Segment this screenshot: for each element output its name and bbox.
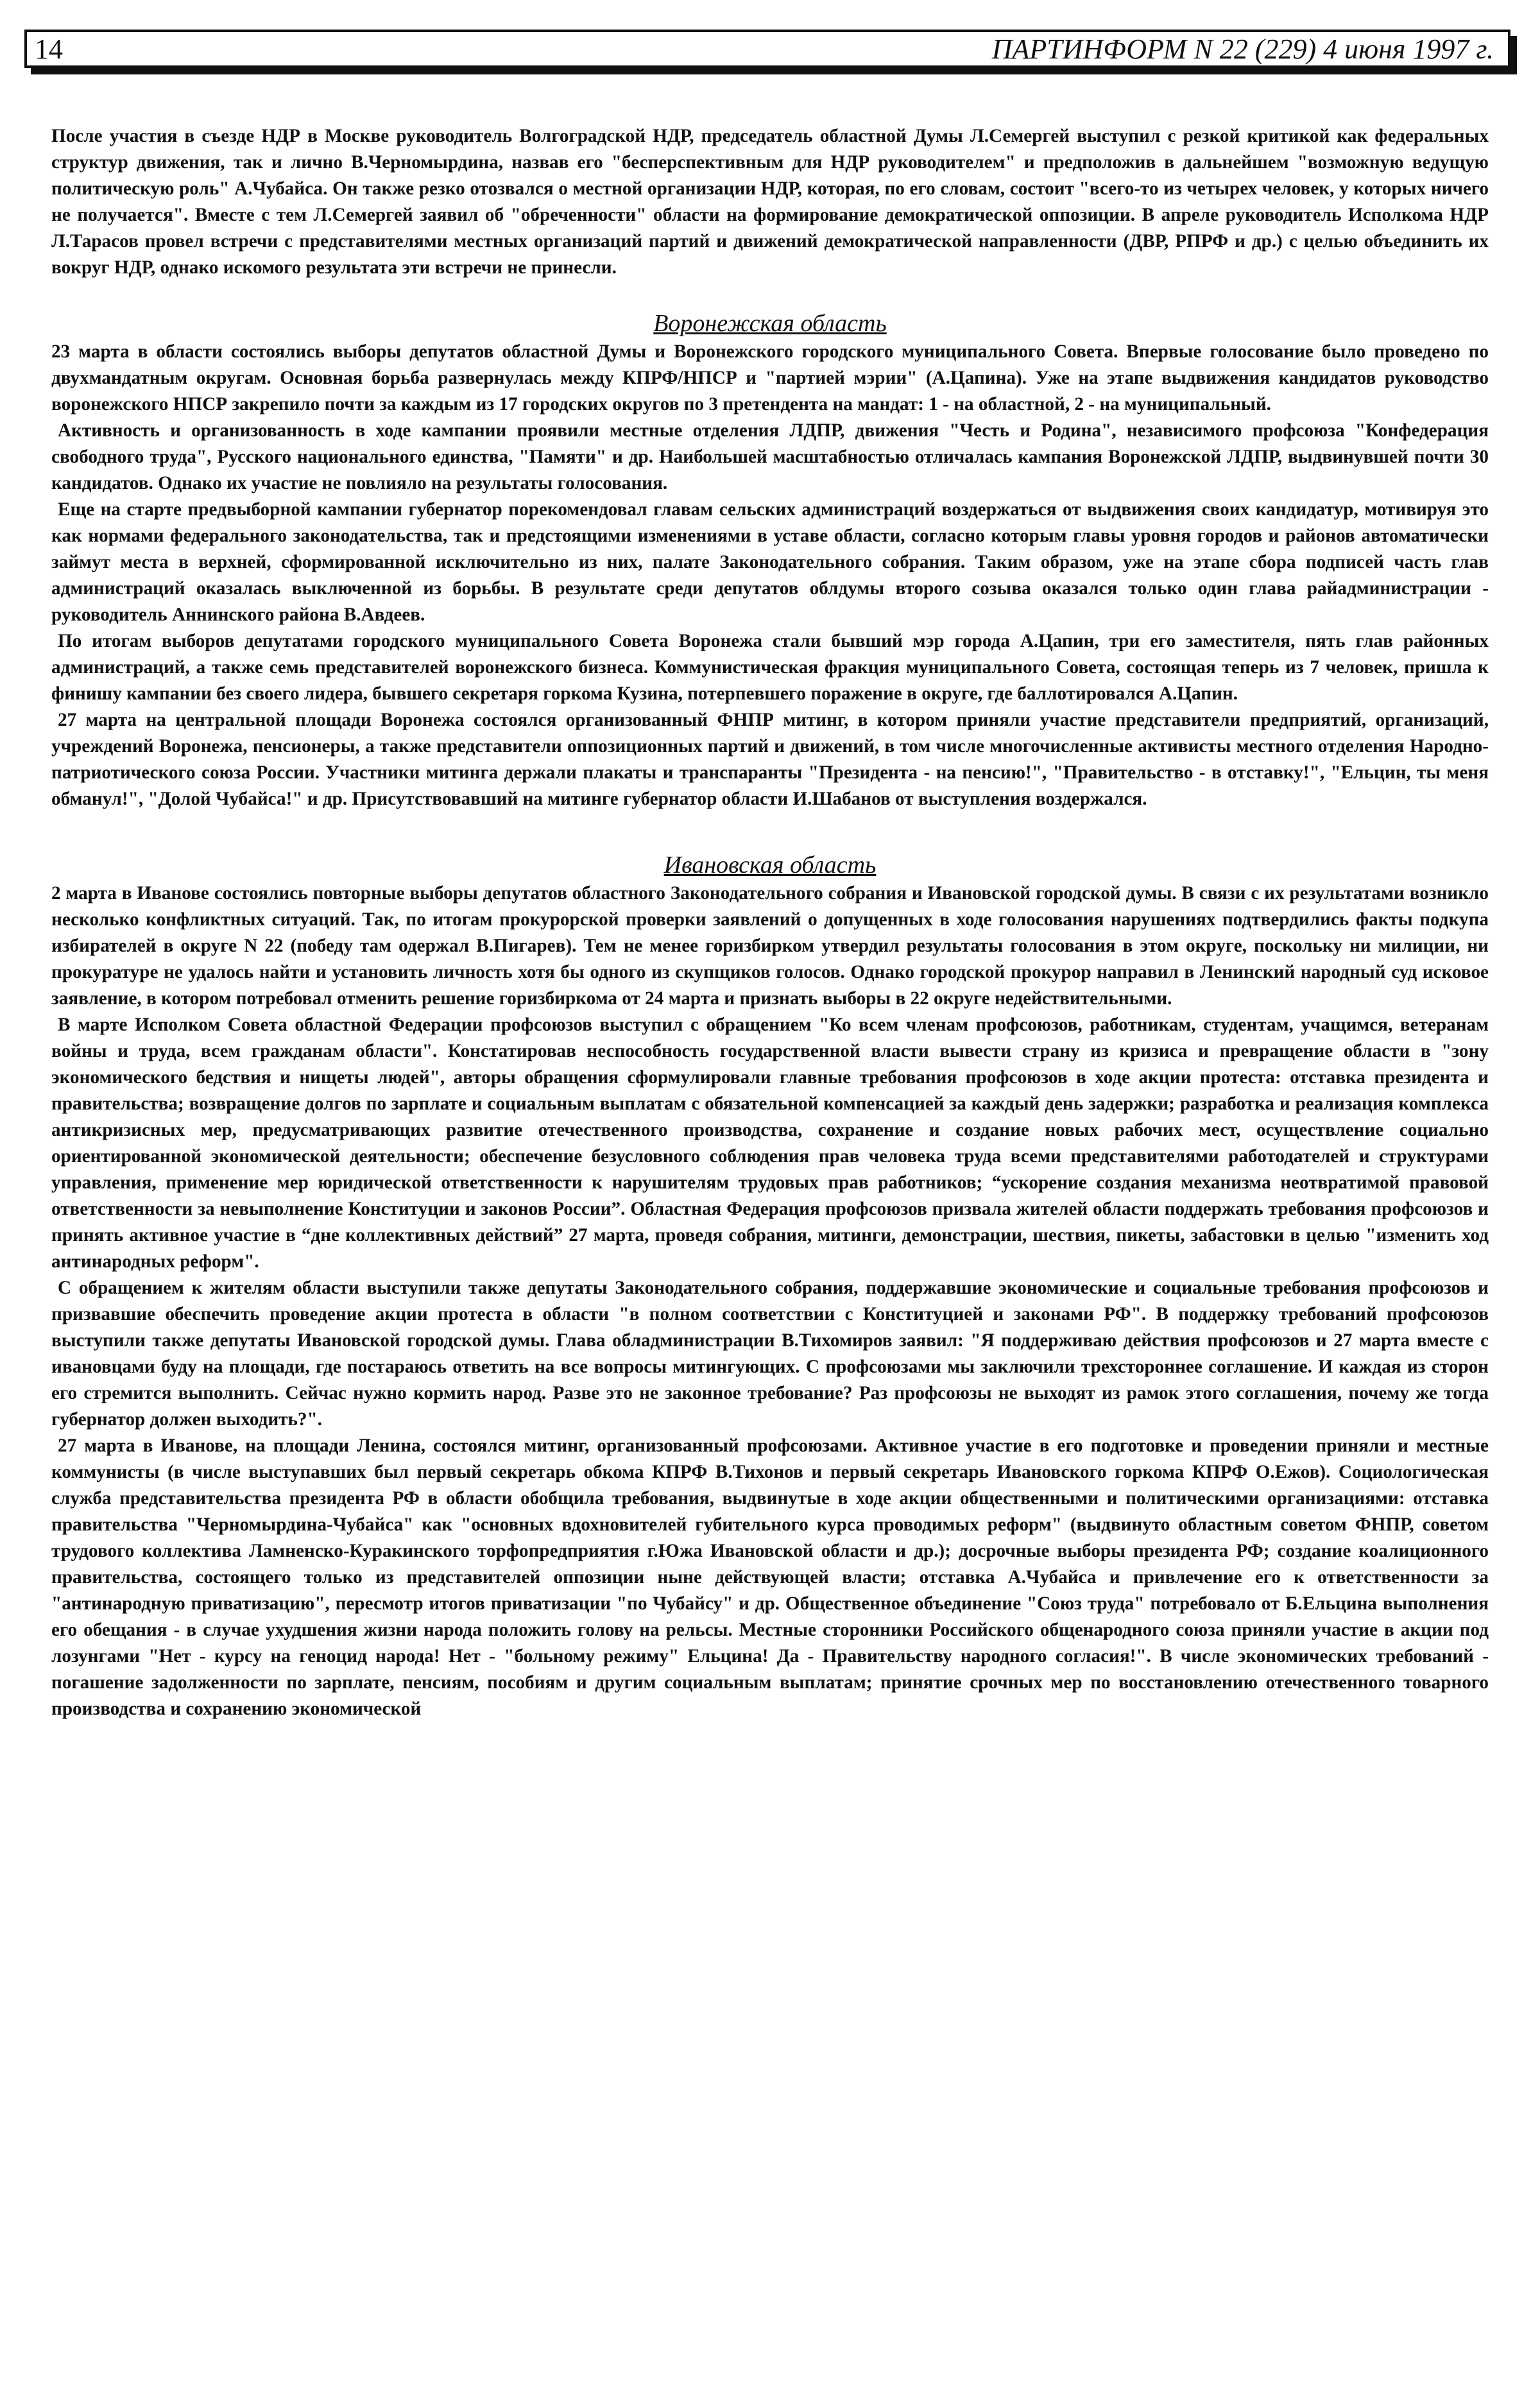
page-number: 14 [35, 33, 63, 65]
paragraph: 23 марта в области состоялись выборы депутатов областной Думы и Воронежского городского муниципального Совета. Впервые голосование было проведено по двухмандатным округам. Основная борьба развернулась между КПРФ/НПСР и "партией мэрии" (А.Цапина). Уже на этапе выдвижения кандидатов руководство воронежского НПСР закрепило почти за каждым из 17 городских округов по 3 претендента на мандат: 1 - на областной, 2 - на муниципальный. [51, 341, 1489, 415]
paragraph: Активность и организованность в ходе кампании проявили местные отделения ЛДПР, движения "Честь и Родина", независимого профсоюза "Конфедерация свободного труда", Русского национального единства, "Памяти" и др. Наибольшей масштабностью отличалась кампания Воронежской ЛДПР, выдвинувшей почти 30 кандидатов. Однако их участие не повлияло на результаты голосования. [51, 420, 1489, 493]
paragraph: По итогам выборов депутатами городского муниципального Совета Воронежа стали бывший мэр города А.Цапин, три его заместителя, пять глав районных администраций, а также семь представителей воронежского бизнеса. Коммунистическая фракция муниципального Совета, состоящая теперь из 7 человек, пришла к финишу кампании без своего лидера, бывшего секретаря горкома Кузина, потерпевшего поражение в округе, где баллотировался А.Цапин. [51, 631, 1489, 704]
page-header [24, 30, 1510, 68]
paragraph: В марте Исполком Совета областной Федерации профсоюзов выступил с обращением "Ко всем членам профсоюзов, работникам, студентам, учащимся, ветеранам войны и труда, всем гражданам области". Констатировав неспособность государственной власти вывести страну из кризиса и превращение области в "зону экономического бедствия и нищеты людей", авторы обращения сформулировали главные требования профсоюзов в ходе акции протеста: отставка президента и правительства; возвращение долгов по зарплате и социальным выплатам с обязательной компенсацией за каждый день задержки; разработка и реализация комплекса антикризисных мер, предусматривающих развитие отечественного производства, сохранение и создание новых рабочих мест, осуществление социально ориентированной экономической деятельности; обеспечение безусловного соблюдения прав человека труда всеми представителями работодателей и структурами управления, применение мер юридической ответственности к нарушителям трудовых прав работников; “ускорение создания механизма неотвратимой правовой ответственности за невыполнение Конституции и законов России”. Областная Федерация профсоюзов призвала жителей области поддержать требования профсоюзов и принять активное участие в “дне коллективных действий” 27 марта, проведя собрания, митинги, демонстрации, шествия, пикеты, забастовки в целью "изменить ход антинародных реформ". [51, 1015, 1489, 1272]
section-heading-ivanovo: Ивановская область [663, 852, 877, 878]
article-body [51, 123, 1489, 1722]
paragraph: Еще на старте предвыборной кампании губернатор порекомендовал главам сельских администраций воздержаться от выдвижения своих кандидатур, мотивируя это как нормами федерального законодательства, так и предстоящими изменениями в уставе области, согласно которым главы уровня городов и районов автоматически займут места в верхней, сформированной исключительно из них, палате Законодательного собрания. Таким образом, уже на этапе сбора подписей часть глав администраций оказалась выключенной из борьбы. В результате среди депутатов облдумы второго созыва оказался только один глава райадминистрации - руководитель Аннинского района В.Авдеев. [51, 499, 1489, 625]
paragraph: 27 марта в Иванове, на площади Ленина, состоялся митинг, организованный профсоюзами. Активное участие в его подготовке и проведении приняли и местные коммунисты (в числе выступавших был первый секретарь обкома КПРФ В.Тихонов и первый секретарь Ивановского горкома КПРФ О.Ежов). Социологическая служба представительства президента РФ в области обобщила требования, выдвинутые в ходе акции общественными и политическими организациями: отставка правительства "Черномырдина-Чубайса" как "основных вдохновителей губительного курса проводимых реформ" (выдвинуто областным советом ФНПР, советом трудового коллектива Ламненско-Куракинского торфопредприятия г.Южа Ивановской области и др.); досрочные выборы президента РФ; создание коалиционного правительства, состоящего только из представителей оппозиции ныне действующей власти; отставка А.Чубайса и привлечение его к ответственности за "антинародную приватизацию", пересмотр итогов приватизации "по Чубайсу" и др. Общественное объединение "Союз труда" потребовало от Б.Ельцина выполнения его обещания - в случае ухудшения жизни народа положить голову на рельсы. Местные сторонники Российского общенародного союза приняли участие в акции под лозунгами "Нет - курсу на геноцид народа! Нет - "больному режиму" Ельцина! Да - Правительству народного согласия!". В числе экономических требований - погашение задолженности по зарплате, пенсиям, пособиям и другим социальным выплатам; принятие срочных мер по восстановлению отечественного товарного производства и сохранению экономической [51, 1435, 1489, 1719]
section-heading-voronezh: Воронежская область [653, 310, 887, 337]
paragraph: 2 марта в Иванове состоялись повторные выборы депутатов областного Законодательного собрания и Ивановской городской думы. В связи с их результатами возникло несколько конфликтных ситуаций. Так, по итогам прокурорской проверки заявлений о допущенных в ходе голосования нарушениях подтвердились факты подкупа избирателей в округе N 22 (победу там одержал В.Пигарев). Тем не менее горизбирком утвердил результаты голосования в этом округе, поскольку ни милиции, ни прокуратуре не удалось найти и установить личность хотя бы одного из скупщиков голосов. Однако городской прокурор направил в Ленинский народный суд исковое заявление, в котором потребовал отменить решение горизбиркома от 24 марта и признать выборы в 22 округе недействительными. [51, 883, 1489, 1009]
paragraph: 27 марта на центральной площади Воронежа состоялся организованный ФНПР митинг, в котором приняли участие представители предприятий, организаций, учреждений Воронежа, пенсионеры, а также представители оппозиционных партий и движений, в том числе многочисленные активисты местного отделения Народно-патриотического союза России. Участники митинга держали плакаты и транспаранты "Президента - на пенсию!", "Правительство - в отставку!", "Ельцин, ты меня обманул!", "Долой Чубайса!" и др. Присутствовавший на митинге губернатор области И.Шабанов от выступления воздержался. [51, 710, 1489, 809]
issue-title: ПАРТИНФОРМ N 22 (229) 4 июня 1997 г. [991, 33, 1494, 65]
paragraph: С обращением к жителям области выступили также депутаты Законодательного собрания, поддержавшие экономические и социальные требования профсоюзов и призвавшие обеспечить проведение акции протеста в области "в полном соответствии с Конституцией и законами РФ". В поддержку требований профсоюзов выступили также депутаты Ивановской городской думы. Глава обладминистрации В.Тихомиров заявил: "Я поддерживаю действия профсоюзов и 27 марта вместе с ивановцами буду на площади, где постараюсь ответить на все вопросы митингующих. С профсоюзами мы заключили трехстороннее соглашение. И каждая из сторон его стремится выполнить. Сейчас нужно кормить народ. Разве это не законное требование? Раз профсоюзы не выходят из рамок этого соглашения, почему же тогда губернатор должен выходить?". [51, 1278, 1489, 1430]
intro-paragraph: После участия в съезде НДР в Москве руководитель Волгоградской НДР, председатель областной Думы Л.Семергей выступил с резкой критикой как федеральных структур движения, так и лично В.Черномырдина, назвав его "бесперспективным для НДР руководителем" и предположив в дальнейшем "возможную ведущую политическую роль" А.Чубайса. Он также резко отозвался о местной организации НДР, которая, по его словам, состоит "всего-то из четырех человек, у которых ничего не получается". Вместе с тем Л.Семергей заявил об "обреченности" области на формирование демократической оппозиции. В апреле руководитель Исполкома НДР Л.Тарасов провел встречи с представителями местных организаций партий и движений демократической направленности (ДВР, РПРФ и др.) с целью объединить их вокруг НДР, однако искомого результата эти встречи не принесли. [51, 126, 1489, 278]
